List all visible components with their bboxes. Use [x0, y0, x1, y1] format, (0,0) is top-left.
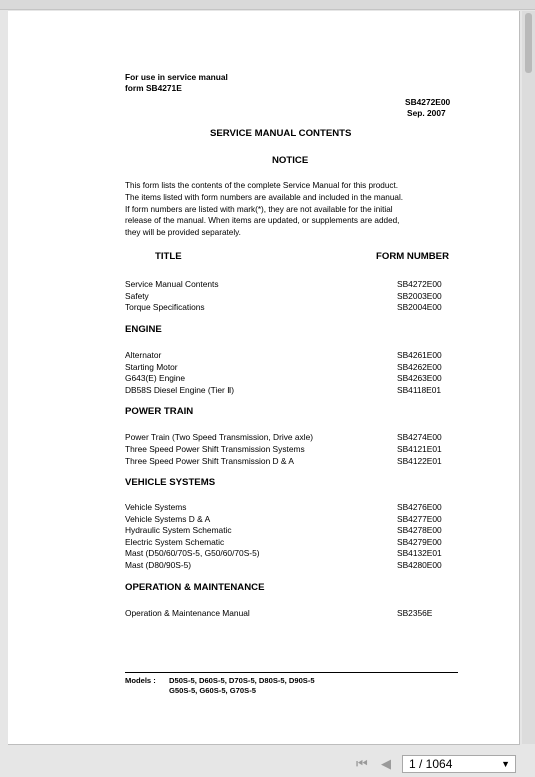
item-title: Starting Motor [125, 362, 178, 372]
notice-text [125, 180, 455, 239]
item-title: Vehicle Systems D & A [125, 514, 211, 524]
item-title: Operation & Maintenance Manual [125, 608, 250, 618]
item-form-number: SB4263E00 [397, 373, 442, 383]
document-page [8, 11, 520, 745]
for-use-line-1: For use in service manual [125, 72, 228, 82]
divider [125, 672, 458, 673]
models-label: Models : [125, 676, 156, 685]
models-line-1: D50S-5, D60S-5, D70S-5, D80S-5, D90S-5 [169, 676, 315, 685]
item-title: DB58S Diesel Engine (Tier Ⅱ) [125, 385, 235, 395]
item-form-number: SB4277E00 [397, 514, 442, 524]
models-line-2: G50S-5, G60S-5, G70S-5 [169, 685, 256, 695]
item-form-number: SB4280E00 [397, 560, 442, 570]
notice-heading: NOTICE [272, 155, 309, 166]
scrollbar-thumb[interactable] [525, 13, 532, 73]
viewer-top-bar [0, 0, 535, 10]
item-form-number: SB4272E00 [397, 279, 442, 289]
notice-line: release of the manual. When items are updated, or supplements are added, [125, 216, 400, 226]
item-title: Vehicle Systems [125, 502, 187, 512]
item-title: Hydraulic System Schematic [125, 525, 232, 535]
item-title: G643(E) Engine [125, 373, 186, 383]
section-heading-engine: ENGINE [125, 324, 162, 335]
item-title: Power Train (Two Speed Transmission, Drive axle) [125, 432, 314, 442]
item-form-number: SB2004E00 [397, 302, 442, 312]
page-number-select[interactable] [402, 755, 516, 773]
models-block [125, 676, 315, 695]
item-form-number: SB2356E [397, 608, 433, 618]
previous-page-icon[interactable]: ◀ [381, 756, 391, 771]
item-form-number: SB4132E01 [397, 548, 442, 558]
notice-line: The items listed with form numbers are available and included in the manual. [125, 192, 404, 202]
section-heading-vehicle-systems: VEHICLE SYSTEMS [125, 477, 216, 488]
column-header-form-number: FORM NUMBER [376, 251, 450, 262]
item-form-number: SB4262E00 [397, 362, 442, 372]
item-title: Service Manual Contents [125, 279, 219, 289]
vertical-scrollbar[interactable] [522, 11, 535, 744]
item-form-number: SB4118E01 [397, 385, 442, 395]
item-title: Mast (D80/90S-5) [125, 560, 192, 570]
item-title: Torque Specifications [125, 302, 205, 312]
notice-line: This form lists the contents of the complete Service Manual for this product. [125, 181, 399, 190]
document-date: Sep. 2007 [407, 108, 446, 118]
item-form-number: SB4279E00 [397, 537, 442, 547]
section-heading-power-train: POWER TRAIN [125, 406, 194, 417]
item-form-number: SB4121E01 [397, 444, 442, 454]
item-form-number: SB4278E00 [397, 525, 442, 535]
item-form-number: SB4274E00 [397, 432, 442, 442]
item-title: Alternator [125, 350, 162, 360]
item-form-number: SB2003E00 [397, 291, 442, 301]
page-title: SERVICE MANUAL CONTENTS [210, 128, 352, 139]
notice-line: they will be provided separately. [125, 228, 241, 238]
section-heading-operation-maintenance: OPERATION & MAINTENANCE [125, 582, 265, 593]
notice-line: If form numbers are listed with mark(*), they are not available for the initial [125, 204, 393, 214]
item-form-number: SB4122E01 [397, 456, 442, 466]
item-title: Three Speed Power Shift Transmission Systems [125, 444, 305, 454]
for-use-line-2: form SB4271E [125, 83, 182, 93]
page-indicator: 1 / 1064 [409, 757, 453, 771]
first-page-icon[interactable]: ⏮ [356, 756, 368, 771]
item-title: Safety [125, 291, 149, 301]
item-form-number: SB4276E00 [397, 502, 442, 512]
form-code: SB4272E00 [405, 97, 451, 107]
column-header-title: TITLE [155, 251, 182, 262]
chevron-down-icon: ▼ [501, 759, 510, 769]
item-form-number: SB4261E00 [397, 350, 442, 360]
item-title: Three Speed Power Shift Transmission D & A [125, 456, 294, 466]
item-title: Mast (D50/60/70S-5, G50/60/70S-5) [125, 548, 260, 558]
item-title: Electric System Schematic [125, 537, 225, 547]
